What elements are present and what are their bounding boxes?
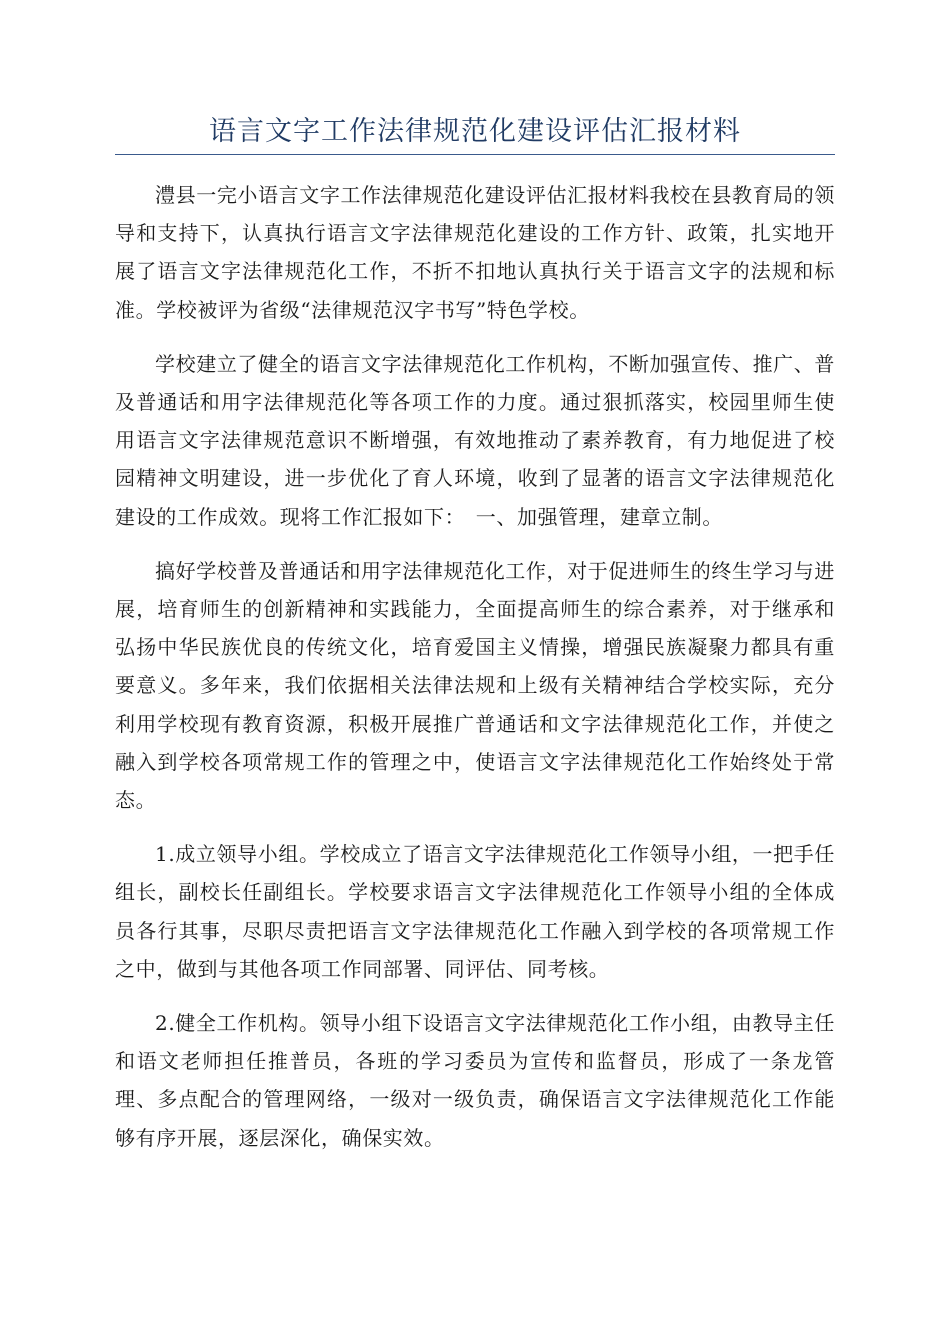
document-title: 语言文字工作法律规范化建设评估汇报材料 (209, 116, 741, 147)
paragraph-leadership-group: 1.成立领导小组。学校成立了语言文字法律规范化工作领导小组，一把手任组长，副校长任副组长。学校要求语言文字法律规范化工作领导小组的全体成员各行其事，尽职尽责把语言文字法律规范化工作融入到学校的各项常规工作之中，做到与其他各项工作同部署、同评估、同考核。 (115, 842, 835, 981)
document-body (115, 176, 835, 1173)
title-underline (115, 154, 835, 155)
paragraph-intro: 澧县一完小语言文字工作法律规范化建设评估汇报材料我校在县教育局的领导和支持下，认真执行语言文字法律规范化建设的工作方针、政策，扎实地开展了语言文字法律规范化工作，不折不扣地认真执行关于语言文字的法规和标准。学校被评为省级“法律规范汉字书写”特色学校。 (115, 183, 835, 322)
paragraph-work-structure: 2.健全工作机构。领导小组下设语言文字法律规范化工作小组，由教导主任和语文老师担任推普员，各班的学习委员为宣传和监督员，形成了一条龙管理、多点配合的管理网络，一级对一级负责，确保语言文字法律规范化工作能够有序开展，逐层深化，确保实效。 (115, 1011, 835, 1150)
paragraph-organization: 学校建立了健全的语言文字法律规范化工作机构，不断加强宣传、推广、普及普通话和用字法律规范化等各项工作的力度。通过狠抓落实，校园里师生使用语言文字法律规范意识不断增强，有效地推动了素养教育，有力地促进了校园精神文明建设，进一步优化了育人环境，收到了显著的语言文字法律规范化建设的工作成效。现将工作汇报如下： 一、加强管理，建章立制。 (115, 351, 835, 529)
paragraph-significance: 搞好学校普及普通话和用字法律规范化工作，对于促进师生的终生学习与进展，培育师生的创新精神和实践能力，全面提高师生的综合素养，对于继承和弘扬中华民族优良的传统文化，培育爱国主义情操，增强民族凝聚力都具有重要意义。多年来，我们依据相关法律法规和上级有关精神结合学校实际，充分利用学校现有教育资源，积极开展推广普通话和文字法律规范化工作，并使之融入到学校各项常规工作的管理之中，使语言文字法律规范化工作始终处于常态。 (115, 558, 835, 813)
